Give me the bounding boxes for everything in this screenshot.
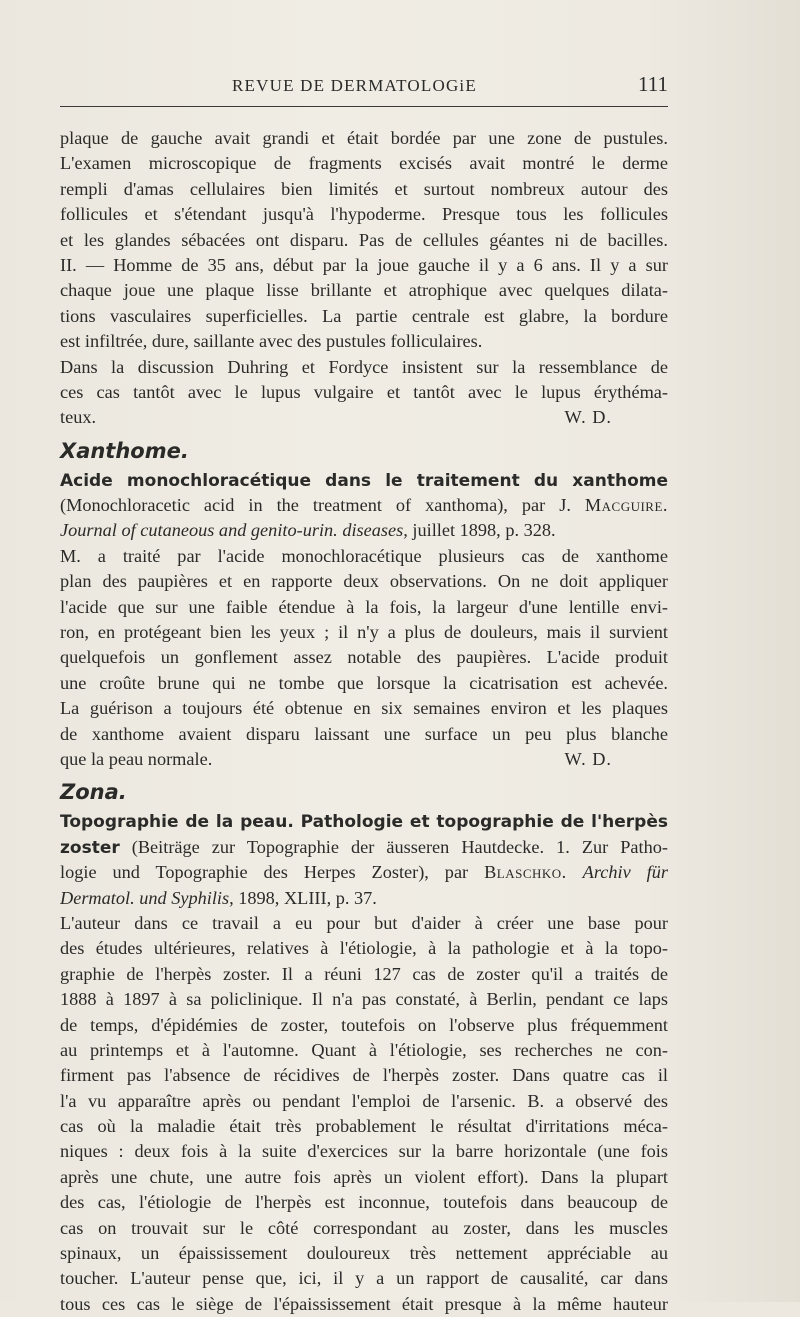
article-title-text: zoster (60, 837, 120, 858)
text-line: et les glandes sébacées ont disparu. Pas de cellules géantes ni de bacilles. (60, 229, 668, 250)
text-line: ron, en protégeant bien les yeux ; il n'y a plus de douleurs, mais il survient (60, 622, 668, 643)
text-line: firment pas l'absence de récidives de l'herpès zoster. Dans quatre cas il (60, 1065, 668, 1086)
text-line: graphie de l'herpès zoster. Il a réuni 127 cas de zoster qu'il a traités de (60, 963, 668, 984)
article-zona (60, 809, 668, 1317)
text-line: une croûte brune qui ne tombe que lorsque la cicatrisation est achevée. (60, 672, 668, 693)
page-number: 111 (638, 72, 668, 96)
text-line: spinaux, un épaississement douloureux très nettement appréciable au (60, 1243, 668, 1264)
text-line: après une chute, une autre fois après un violent effort). Dans la plupart (60, 1166, 668, 1187)
reference-line (60, 886, 668, 911)
article-title (60, 468, 668, 493)
text-line: rempli d'amas cellulaires bien limités et surtout nombreux autour des (60, 178, 668, 199)
running-title: REVUE DE DERMATOLOGiE (232, 76, 477, 95)
reference-line (60, 835, 668, 860)
text-line: toucher. L'auteur pense que, ici, il y a un rapport de causalité, car dans (60, 1268, 668, 1289)
closing-line (60, 747, 668, 772)
text-line: 1888 à 1897 à sa policlinique. Il n'a pas constaté, à Berlin, pendant ce laps (60, 989, 668, 1010)
reference-line (60, 493, 668, 518)
author-name: Blaschko. (484, 862, 567, 883)
continued-article (60, 126, 668, 431)
reference-line (60, 860, 668, 885)
text-line: M. a traité par l'acide monochloracétique plusieurs cas de xanthome (60, 545, 668, 566)
section-heading-zona: Zona. (60, 780, 127, 805)
text-body (60, 126, 668, 1317)
reference-text: juillet 1898, p. 328. (407, 520, 556, 541)
text-line: quelquefois un gonflement assez notable des paupières. L'acide produit (60, 647, 668, 668)
article-xanthome (60, 468, 668, 773)
section-heading-xanthome: Xanthome. (60, 438, 189, 463)
text-line: follicules et s'étendant jusqu'à l'hypoderme. Presque tous les follicules (60, 204, 668, 225)
text-line: l'acide que sur une faible étendue à la fois, la largeur d'une lentille envi- (60, 596, 668, 617)
text-line: de xanthome avaient disparu laissant une surface un peu plus blanche (60, 723, 668, 744)
reference-text: (Monochloracetic acid in the treatment of xanthoma), par J. (60, 495, 571, 516)
text-fragment: teux. (60, 407, 97, 428)
reference-text: 1898, XLIII, p. 37. (233, 887, 377, 908)
text-line: cas on trouvait sur le côté correspondant au zoster, dans les muscles (60, 1217, 668, 1238)
text-line: tous ces cas le siège de l'épaississement était presque à la même hauteur (60, 1293, 668, 1314)
text-line: l'a vu apparaître après ou pendant l'emploi de l'arsenic. B. a observé des (60, 1090, 668, 1111)
closing-line (60, 405, 668, 430)
text-line: au printemps et à l'automne. Quant à l'étiologie, ses recherches ne con- (60, 1039, 668, 1060)
article-title (60, 809, 668, 834)
reference-line (60, 518, 668, 543)
article-title-text: Acide monochloracétique dans le traitement du xanthome (60, 470, 668, 491)
text-fragment: que la peau normale. (60, 748, 213, 769)
text-line: II. — Homme de 35 ans, début par la joue gauche il y a 6 ans. Il y a sur (60, 254, 668, 275)
text-line: des cas, l'étiologie de l'herpès est inconnue, toutefois dans beaucoup de (60, 1192, 668, 1213)
article-title-text: Topographie de la peau. Pathologie et topographie de l'herpès (60, 812, 668, 833)
text-line: niques : deux fois à la suite d'exercices sur la barre horizontale (une fois (60, 1141, 668, 1162)
text-line: cas où la maladie était très probablement le résultat d'irritations méca- (60, 1116, 668, 1137)
reference-text: (Beiträge zur Topographie der äusseren Hautdecke. 1. Zur Patho- (119, 836, 668, 857)
signature: W. D. (564, 407, 612, 428)
text-line: La guérison a toujours été obtenue en six semaines environ et les plaques (60, 698, 668, 719)
header-rule (60, 106, 668, 107)
text-line: L'auteur dans ce travail a eu pour but d'aider à créer une base pour (60, 912, 668, 933)
text-line: des études ultérieures, relatives à l'étiologie, à la pathologie et à la topo- (60, 938, 668, 959)
author-name: Macguire. (584, 495, 668, 516)
text-line: chaque joue une plaque lisse brillante et atrophique avec quelques dilata- (60, 280, 668, 301)
text-line: plaque de gauche avait grandi et était bordée par une zone de pustules. (60, 128, 668, 148)
text-line: de temps, d'épidémies de zoster, toutefois on l'observe plus fréquemment (60, 1014, 668, 1035)
reference-text: logie und Topographie des Herpes Zoster), par (60, 862, 485, 883)
text-line: plan des paupières et en rapporte deux observations. On ne doit appliquer (60, 571, 668, 592)
journal-name: Journal of cutaneous and genito-urin. diseases, (60, 520, 408, 541)
journal-name: Dermatol. und Syphilis, (60, 887, 234, 908)
text-line: est infiltrée, dure, saillante avec des pustules folliculaires. (60, 331, 483, 352)
text-line: tions vasculaires superficielles. La partie centrale est glabre, la bordure (60, 305, 668, 326)
text-line: L'examen microscopique de fragments excisés avait montré le derme (60, 153, 668, 174)
journal-name: Archiv für (582, 862, 668, 883)
text-line: ces cas tantôt avec le lupus vulgaire et tantôt avec le lupus érythéma- (60, 381, 668, 402)
text-line: Dans la discussion Duhring et Fordyce insistent sur la ressemblance de (60, 356, 668, 377)
signature: W. D. (564, 748, 612, 769)
page-header (60, 72, 668, 100)
